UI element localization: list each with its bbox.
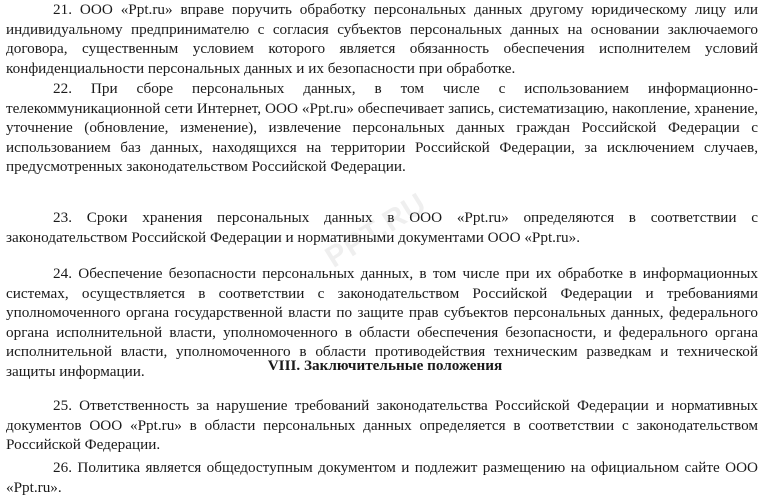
paragraph-21: 21. ООО «Ppt.ru» вправе поручить обработку персональных данных другому юридическому лицу или индивидуальному предпринимателю с согласия субъектов персональных данных на основании заключаемого договора, существенным условием которого является обязанность обеспечения исполнителем условий конфиденциальности персональных данных и их безопасности при обработке. bbox=[6, 1, 758, 77]
paragraph-25: 25. Ответственность за нарушение требований законодательства Российской Федерации и нормативных документов ООО «Ppt.ru» в области персональных данных определяется в соответствии с законодательством Российской Федерации. bbox=[6, 397, 758, 453]
paragraph-24: 24. Обеспечение безопасности персональных данных, в том числе при их обработке в информационных системах, осуществляется в соответствии с законодательством Российской Федерации и требованиями уполномоченного органа государственной власти по защите прав субъектов персональных данных, федерального органа исполнительной власти, уполномоченного в области обеспечения безопасности, и федерального органа исполнительной власти, уполномоченного в области противодействия техническим разведкам и технической защиты информации. bbox=[6, 265, 758, 380]
paragraph-22: 22. При сборе персональных данных, в том числе с использованием информационно-телекоммуникационной сети Интернет, ООО «Ppt.ru» обеспечивает запись, систематизацию, накопление, хранение, уточнение (обновление, изменение), извлечение персональных данных граждан Российской Федерации с использованием баз данных, находящихся на территории Российской Федерации, за исключением случаев, предусмотренных законодательством Российской Федерации. bbox=[6, 80, 758, 175]
section-heading: VIII. Заключительные положения bbox=[267, 357, 503, 374]
paragraph-23: 23. Сроки хранения персональных данных в ООО «Ppt.ru» определяются в соответствии с законодательством Российской Федерации и нормативными документами ООО «Ppt.ru». bbox=[6, 209, 758, 246]
watermark: PPT.RU bbox=[319, 186, 433, 275]
paragraph-26: 26. Политика является общедоступным документом и подлежит размещению на официальном сайте ООО «Ppt.ru». bbox=[6, 459, 758, 496]
